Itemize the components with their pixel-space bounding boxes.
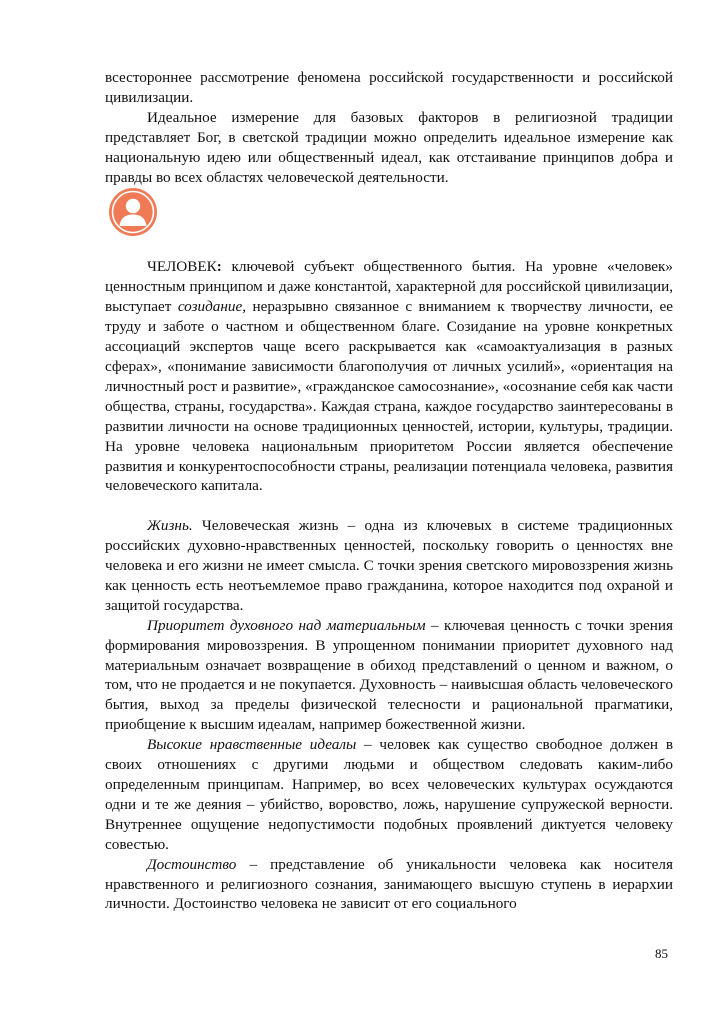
paragraph-chelovek (105, 257, 673, 496)
paragraph-idealy (105, 735, 673, 854)
blank-line (105, 496, 673, 516)
text-part-b: неразрывно связанное с вниманием к творчеству личности, ее труду и заботе о частном и общественном благе. Созидание на уровне конкретных ассоциаций экспертов чаще всего раскрывается как «самоактуализация в разных сферах», «понимание зависимости благополучия от личных усилий», «ориентация на личностный рост и развитие», «гражданское самосознание», «осознание себя как части общества, страны, государства». Каждая страна, каждое государство заинтересованы в развитии личности на основе традиционных ценностей, истории, культуры, традиции. На уровне человека национальным приоритетом России является обеспечение развития и конкурентоспособности страны, реализации потенциала человека, развития человеческого капитала. (105, 298, 673, 495)
term-chelovek: ЧЕЛОВЕК (147, 258, 217, 276)
text-dostoinstvo: – представление об уникальности человека как носителя нравственного и религиозного сознания, занимающего высшую ступень в иерархии личности. Достоинство человека не зависит от его социального (105, 855, 673, 913)
term-dostoinstvo: Достоинство (147, 855, 237, 873)
text-idealy: – человек как существо свободное должен в своих отношениях с другими людьми и обществом следовать каким-либо определенным принципам. Например, во всех человеческих культурах осуждаются одни и те же деяния – убийство, воровство, ложь, нарушение супружеской верности. Внутреннее ощущение недопустимости подобных проявлений диктуется человеку совестью. (105, 736, 674, 853)
term-prioritet: Приоритет духовного над материальным (147, 616, 426, 634)
emph-sozidanie: созидание, (177, 298, 247, 316)
person-icon (108, 187, 158, 237)
text-prioritet: – ключевая ценность с точки зрения формирования мировоззрения. В упрощенном понимании приоритет духовного над материальным означает возвращение в обиход представлений о ценном и важном, о том, что не продается и не покупается. Духовность – наивысшая область человеческого бытия, выход за пределы физической телесности и рациональной прагматики, приобщение к высшим идеалам, например божественной жизни. (105, 616, 673, 734)
text-part-a: ключевой субъект общественного бытия. На уровне «человек» ценностным принципом и даже константой, характерной для российской цивилизации, выступает (105, 258, 673, 316)
term-colon: : (216, 258, 222, 276)
page-number: 85 (655, 946, 668, 961)
paragraph-1: всестороннее рассмотрение феномена российской государственности и российской цивилизации. (105, 69, 673, 106)
page-body (105, 68, 673, 914)
paragraph-dostoinstvo (105, 855, 673, 915)
icon-row (105, 187, 673, 257)
paragraph-2: Идеальное измерение для базовых факторов в религиозной традиции представляет Бог, в светской традиции можно определить идеальное измерение как национальную идею или общественный идеал, как отстаивание принципов добра и правды во всех областях человеческой деятельности. (105, 108, 673, 186)
paragraph-prioritet (105, 616, 673, 735)
paragraph-zhizn (105, 516, 673, 616)
text-zhizn: Человеческая жизнь – одна из ключевых в системе традиционных российских духовно-нравственных ценностей, поскольку говорить о ценностях вне человека и его жизни не имеет смысла. С точки зрения светского мировоззрения жизнь как ценность есть неотъемлемое право гражданина, которое находится под охраной и защитой государства. (105, 517, 673, 614)
term-zhizn: Жизнь. (147, 517, 193, 535)
term-idealy: Высокие нравственные идеалы (147, 736, 357, 754)
